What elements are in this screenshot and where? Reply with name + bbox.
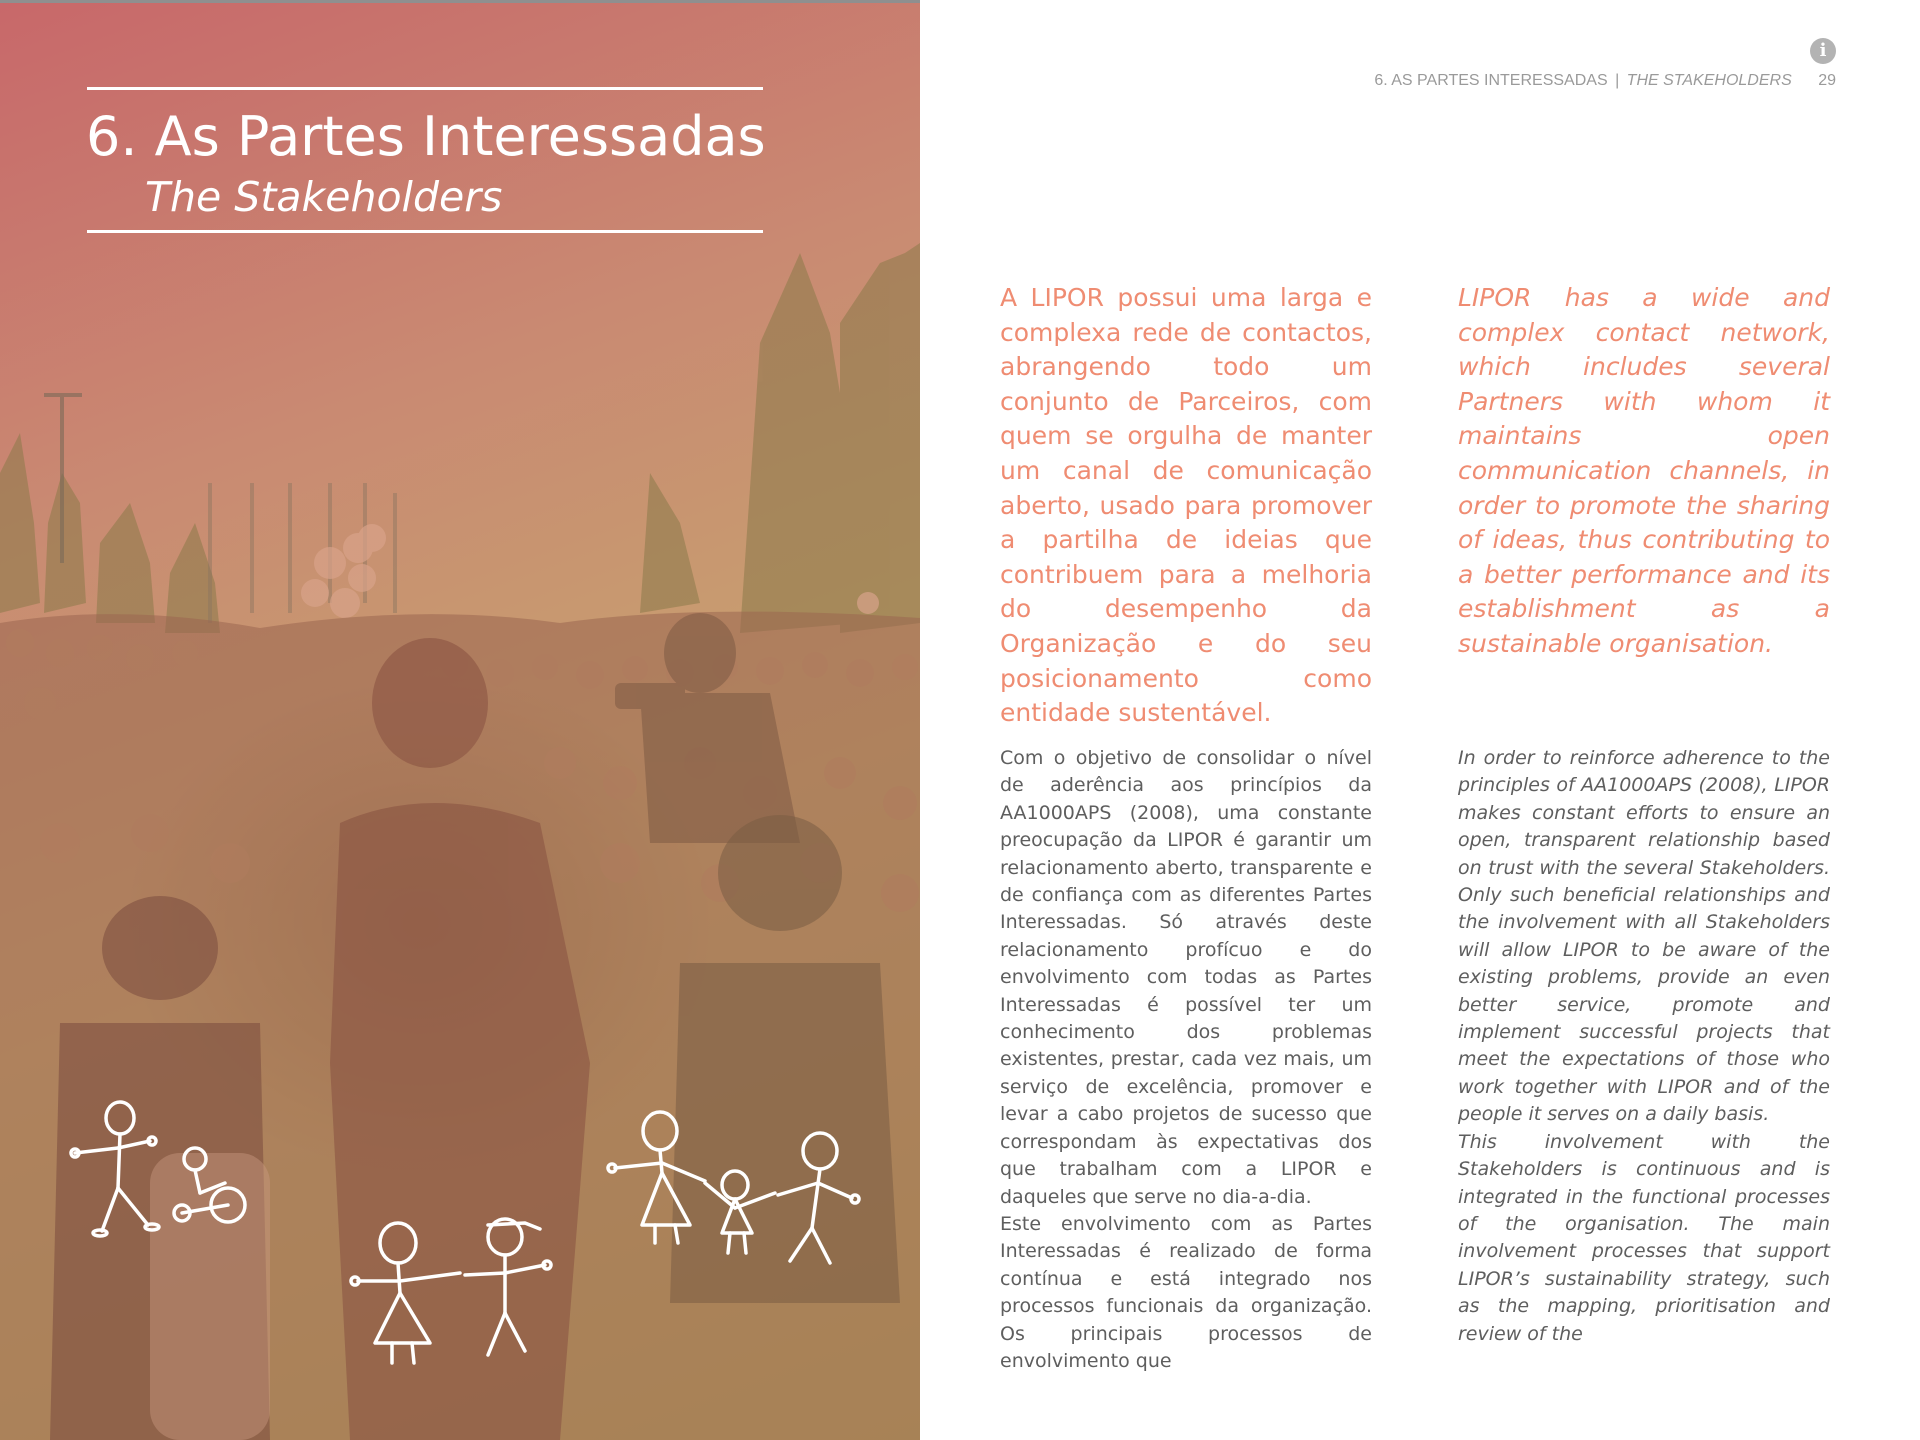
lead-paragraph-pt: A LIPOR possui uma larga e complexa rede de contactos, abrangendo todo um conjunto de Parceiros, com quem se orgulha de manter um canal de comunicação aberto, usado para promover a partilha de ideias que contribuem para a melhoria do desempenho da Organização e do seu posicionamento como entidade sustentável.: [1000, 283, 1372, 728]
header-separator: |: [1615, 72, 1620, 89]
body-paragraph-pt-1: Com o objetivo de consolidar o nível de aderência aos princípios da AA1000APS (2008), uma constante preocupação da LIPOR é garantir um relacionamento aberto, transparente e de confiança com as diferentes Partes Interessadas. Só através deste relacionamento profícuo e do envolvimento com todas as Partes Interessadas é possível ter um conhecimento dos problemas existentes, prestar, cada vez mais, um serviço de excelência, promover e levar a cabo projetos de sucesso que correspondam às expectativas dos que trabalham com a LIPOR e daqueles que serve no dia-a-dia.: [1000, 747, 1372, 1208]
section-title-en: THE STAKEHOLDERS: [1626, 72, 1792, 89]
title-rule-bottom: [87, 230, 763, 233]
title-rule-top: [87, 87, 763, 90]
body-column-en: [1458, 745, 1830, 1348]
running-header: [1374, 72, 1836, 90]
body-paragraph-en-2: This involvement with the Stakeholders is continuous and is integrated in the functional processes of the organisation. The main involvement processes that support LIPOR’s sustainability strategy, such as the mapping, prioritisation and review of the: [1458, 1130, 1830, 1345]
section-title-pt: 6. AS PARTES INTERESSADAS: [1374, 72, 1608, 89]
page-subtitle: The Stakeholders: [145, 173, 503, 221]
page-title: 6. As Partes Interessadas: [86, 105, 766, 168]
lead-paragraph-en: LIPOR has a wide and complex contact network, which includes several Partners with whom it maintains open communication channels, in order to promote the sharing of ideas, thus contributing to a better performance and its establishment as a sustainable organisation.: [1458, 283, 1830, 658]
water-bottle: [150, 1153, 270, 1440]
trees-background: [0, 243, 920, 633]
cover-photo-panel: [0, 3, 920, 1440]
body-paragraph-en-1: In order to reinforce adherence to the principles of AA1000APS (2008), LIPOR makes constant efforts to ensure an open, transparent relationship based on trust with the several Stakeholders. Only such beneficial relationships and the involvement with all Stakeholders will allow LIPOR to be aware of the existing problems, provide an even better service, promote and implement successful projects that meet the expectations of those who work together with LIPOR and of the people it serves on a daily basis.: [1458, 747, 1830, 1126]
info-icon[interactable]: i: [1810, 38, 1836, 64]
body-paragraph-pt-2: Este envolvimento com as Partes Interessadas é realizado de forma contínua e está integrado nos processos funcionais da organização. Os principais processos de envolvimento que: [1000, 1212, 1372, 1372]
crowd-mass: [0, 612, 920, 1440]
body-column-pt: [1000, 745, 1372, 1375]
page-number: 29: [1818, 72, 1836, 89]
